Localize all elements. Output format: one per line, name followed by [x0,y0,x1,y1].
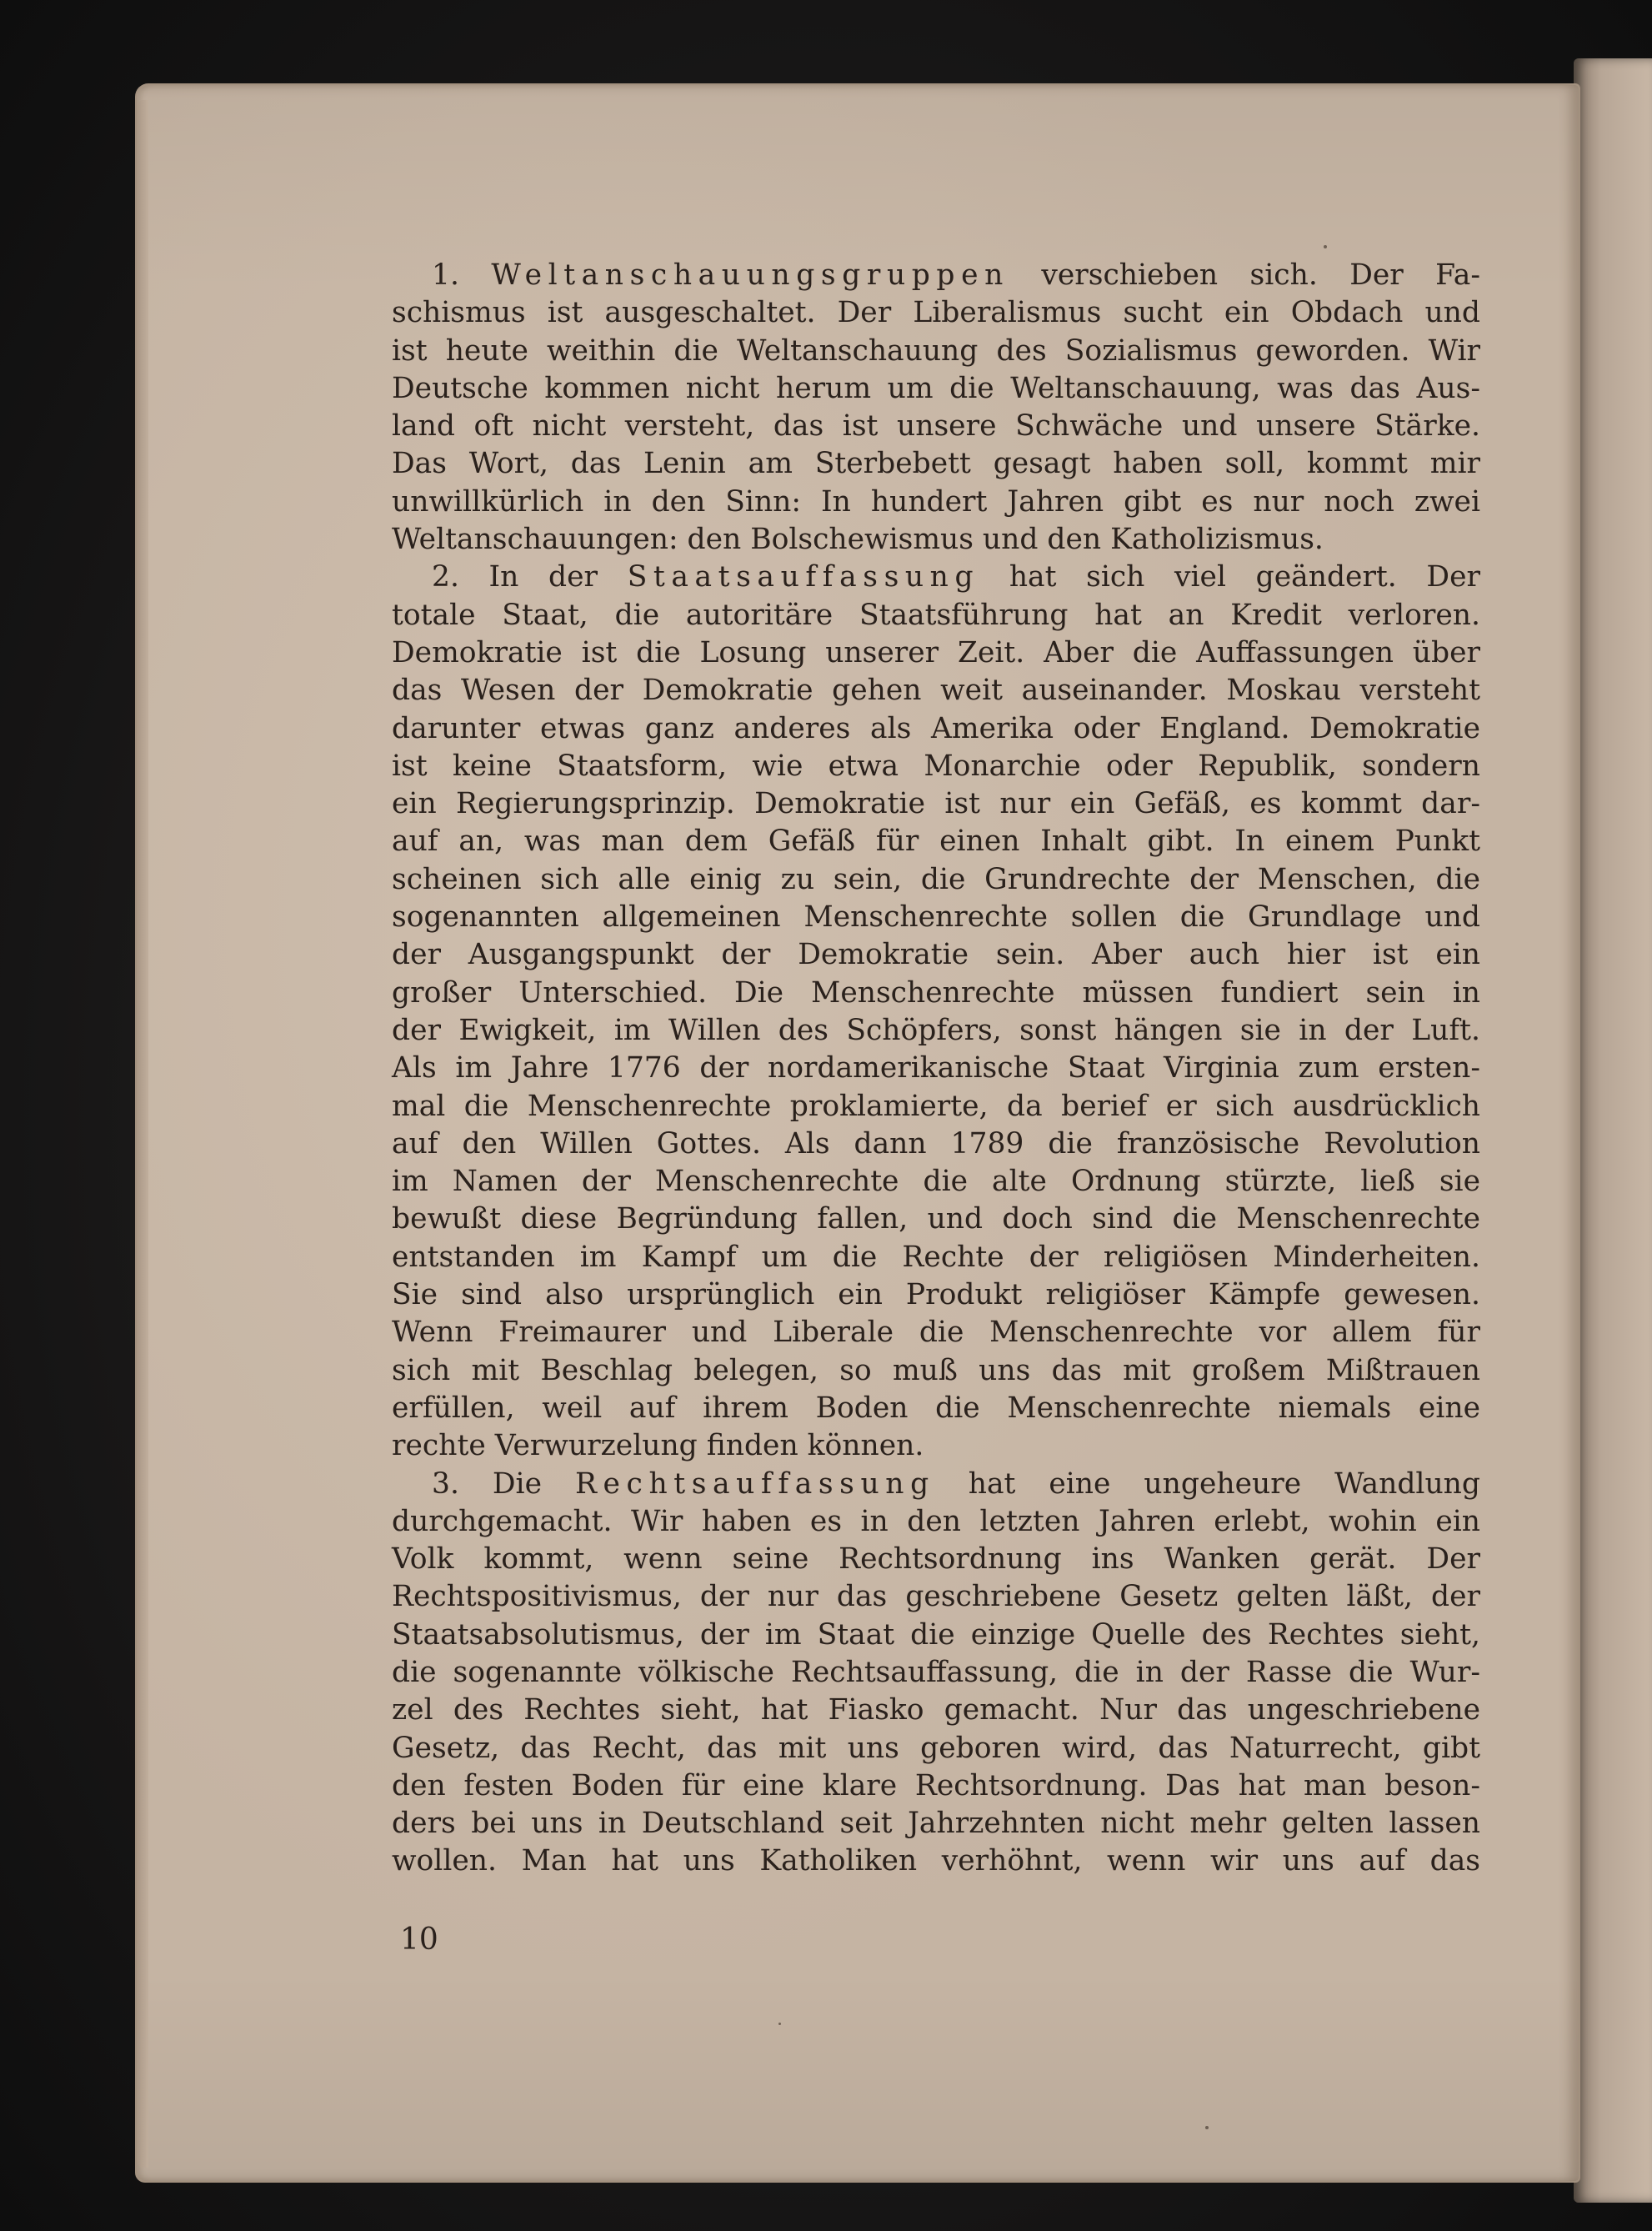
text-line: rechte Verwurzelung finden können. [392,1429,924,1463]
text-line: durchgemacht. Wir haben es in den letzten Jahren erlebt, wohin ein [392,1504,1480,1538]
text-line: Weltanschauungen: den Bolschewismus und den Katholizismus. [392,523,1324,557]
text-line: schismus ist ausgeschaltet. Der Liberalismus sucht ein Obdach und [392,296,1480,330]
text-line: Demokratie ist die Losung unserer Zeit. Aber die Auffassungen über [392,635,1480,669]
body-text [392,257,1480,1881]
text-line: ein Regierungsprinzip. Demokratie ist nur ein Gefäß, es kommt dar- [392,787,1480,821]
text-line: Staatsabsolutismus, der im Staat die einzige Quelle des Rechtes sieht, [392,1617,1480,1652]
text-line: auf den Willen Gottes. Als dann 1789 die französische Revolution [392,1126,1480,1161]
paper-speck [1205,2126,1209,2129]
paper-speck [1324,245,1327,248]
text-line: Deutsche kommen nicht herum um die Weltanschauung, was das Aus- [392,371,1480,405]
text-line: Volk kommt, wenn seine Rechtsordnung ins Wanken gerät. Der [392,1542,1480,1577]
text-line: den festen Boden für eine klare Rechtsordnung. Das hat man beson- [392,1768,1480,1802]
text-line: ist keine Staatsform, wie etwa Monarchie oder Republik, sondern [392,749,1480,783]
text-line [392,257,1480,294]
text-line: land oft nicht versteht, das ist unsere Schwäche und unsere Stärke. [392,409,1480,444]
text-line: scheinen sich alle einig zu sein, die Grundrechte der Menschen, die [392,862,1480,896]
text-line [392,1466,1480,1503]
paragraph [392,559,1480,1465]
text-run: hat eine ungeheure Wandlung [934,1466,1480,1501]
text-line: ist heute weithin die Weltanschauung des Sozialismus geworden. Wir [392,333,1480,368]
text-run: verschieben sich. Der Fa- [1009,258,1480,292]
text-line: großer Unterschied. Die Menschenrechte müssen fundiert sein in [392,975,1480,1010]
paper-speck [778,2023,781,2025]
text-line: Rechtspositivismus, der nur das geschriebene Gesetz gelten läßt, der [392,1580,1480,1614]
emphasized-term: Staatsauffassung [627,560,980,594]
text-line: ders bei uns in Deutschland seit Jahrzehnten nicht mehr gelten lassen [392,1807,1480,1841]
text-line: Sie sind also ursprünglich ein Produkt religiöser Kämpfe gewesen. [392,1278,1480,1312]
emphasized-term: Weltanschauungsgruppen [491,258,1009,292]
text-line: unwillkürlich in den Sinn: In hundert Jahren gibt es nur noch zwei [392,484,1480,519]
page-stack-edge [137,100,148,2168]
text-line: Das Wort, das Lenin am Sterbebett gesagt haben soll, kommt mir [392,447,1480,481]
emphasized-term: Rechtsauffassung [574,1466,935,1501]
text-line: darunter etwas ganz anderes als Amerika oder England. Demokratie [392,711,1480,745]
text-line: das Wesen der Demokratie gehen weit auseinander. Moskau versteht [392,674,1480,708]
text-line: bewußt diese Begründung fallen, und doch sind die Menschenrechte [392,1202,1480,1236]
text-line: im Namen der Menschenrechte die alte Ordnung stürzte, ließ sie [392,1165,1480,1199]
adjacent-page-edge [1574,58,1652,2203]
paragraph [392,257,1480,559]
text-line: auf an, was man dem Gefäß für einen Inhalt gibt. In einem Punkt [392,825,1480,859]
page-number: 10 [400,1923,438,1957]
text-line: Als im Jahre 1776 der nordamerikanische Staat Virginia zum ersten- [392,1051,1480,1085]
text-line: der Ausgangspunkt der Demokratie sein. Aber auch hier ist ein [392,938,1480,972]
text-line: sogenannten allgemeinen Menschenrechte sollen die Grundlage und [392,900,1480,935]
text-line: totale Staat, die autoritäre Staatsführung hat an Kredit verloren. [392,598,1480,632]
text-line: zel des Rechtes sieht, hat Fiasko gemacht. Nur das ungeschriebene [392,1693,1480,1727]
text-run: 3. Die [432,1466,575,1501]
text-line: erfüllen, weil auf ihrem Boden die Menschenrechte niemals eine [392,1391,1480,1425]
text-line: wollen. Man hat uns Katholiken verhöhnt, wenn wir uns auf das [392,1844,1480,1878]
paragraph [392,1466,1480,1881]
text-line: die sogenannte völkische Rechtsauffassung, die in der Rasse die Wur- [392,1655,1480,1689]
text-line: entstanden im Kampf um die Rechte der religiösen Minderheiten. [392,1240,1480,1274]
text-line: Wenn Freimaurer und Liberale die Menschenrechte vor allem für [392,1316,1480,1350]
text-line: sich mit Beschlag belegen, so muß uns das mit großem Mißtrauen [392,1353,1480,1387]
text-line [392,559,1480,596]
text-line: Gesetz, das Recht, das mit uns geboren wird, das Naturrecht, gibt [392,1731,1480,1765]
text-run: 1. [432,258,492,292]
text-line: der Ewigkeit, im Willen des Schöpfers, sonst hängen sie in der Luft. [392,1013,1480,1047]
text-run: 2. In der [432,560,628,594]
text-line: mal die Menschenrechte proklamierte, da berief er sich ausdrücklich [392,1089,1480,1123]
text-run: hat sich viel geändert. Der [979,560,1480,594]
